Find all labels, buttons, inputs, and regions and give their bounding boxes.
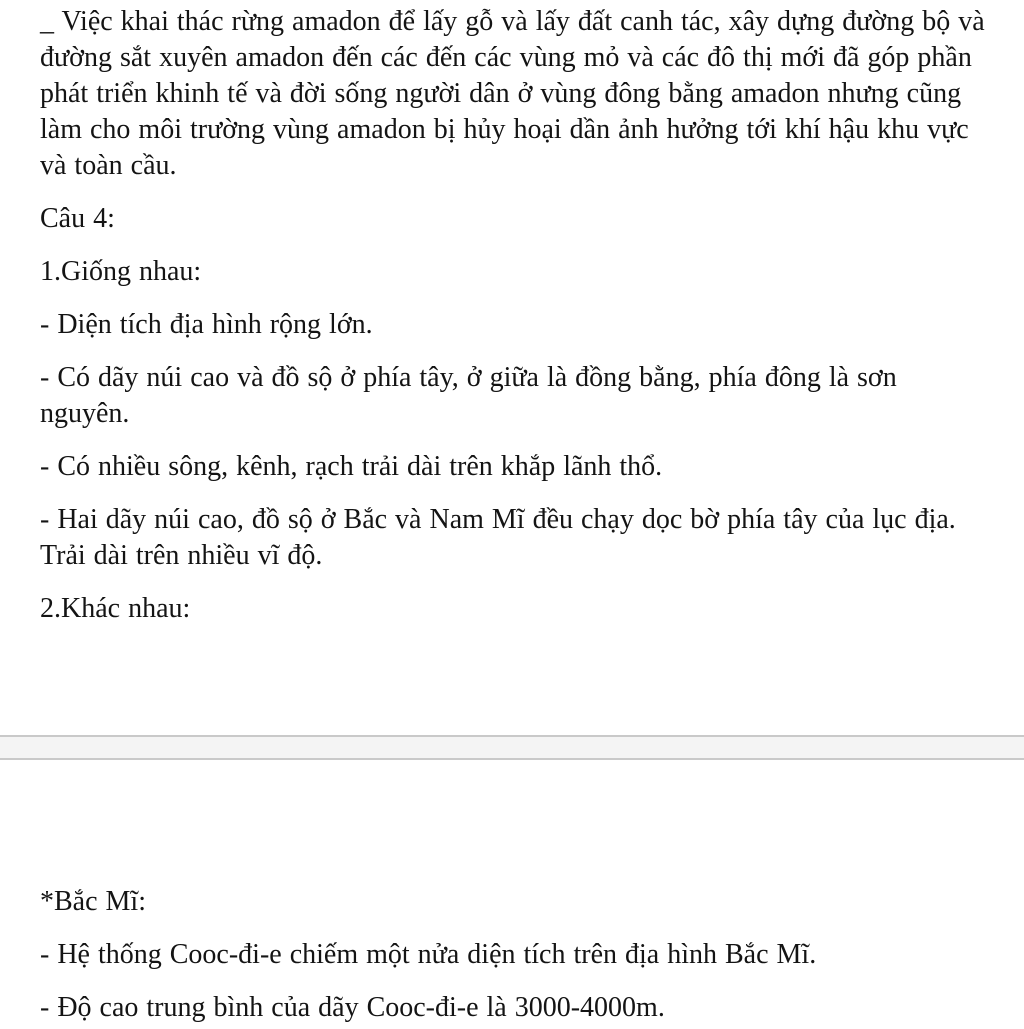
- bullet-hai-day-nui: - Hai dãy núi cao, đồ sộ ở Bắc và Nam Mĩ đều chạy dọc bờ phía tây của lục địa. Trải dài trên nhiều vĩ độ.: [40, 504, 956, 571]
- bullet-day-nui-cao: - Có dãy núi cao và đồ sộ ở phía tây, ở giữa là đồng bằng, phía đông là sơn nguyên.: [40, 362, 897, 429]
- page-separator: [0, 735, 1024, 760]
- bullet-do-cao-trung-binh: - Độ cao trung bình của dãy Cooc-đi-e là 3000-4000m.: [40, 992, 665, 1023]
- heading-cau-4: Câu 4:: [40, 203, 115, 234]
- heading-khac-nhau: 2.Khác nhau:: [40, 593, 191, 624]
- bullet-song-kenh-rach: - Có nhiều sông, kênh, rạch trải dài trên khắp lãnh thổ.: [40, 451, 663, 482]
- heading-bac-mi: *Bắc Mĩ:: [40, 886, 146, 917]
- heading-giong-nhau: 1.Giống nhau:: [40, 256, 202, 287]
- paragraph-amazon-exploitation: _ Việc khai thác rừng amadon để lấy gỗ và lấy đất canh tác, xây dựng đường bộ và đường sắt xuyên amadon đến các đến các vùng mỏ và các đô thị mới đã góp phần phát triển khinh tế và đời sống người dân ở vùng đông bằng amadon nhưng cũng làm cho môi trường vùng amadon bị hủy hoại dần ảnh hưởng tới khí hậu khu vực và toàn cầu.: [40, 6, 985, 181]
- bullet-dien-tich: - Diện tích địa hình rộng lớn.: [40, 309, 373, 340]
- bullet-he-thong-cooc-di-e: - Hệ thống Cooc-đi-e chiếm một nửa diện tích trên địa hình Bắc Mĩ.: [40, 939, 817, 970]
- document-page-2: [0, 760, 1024, 1026]
